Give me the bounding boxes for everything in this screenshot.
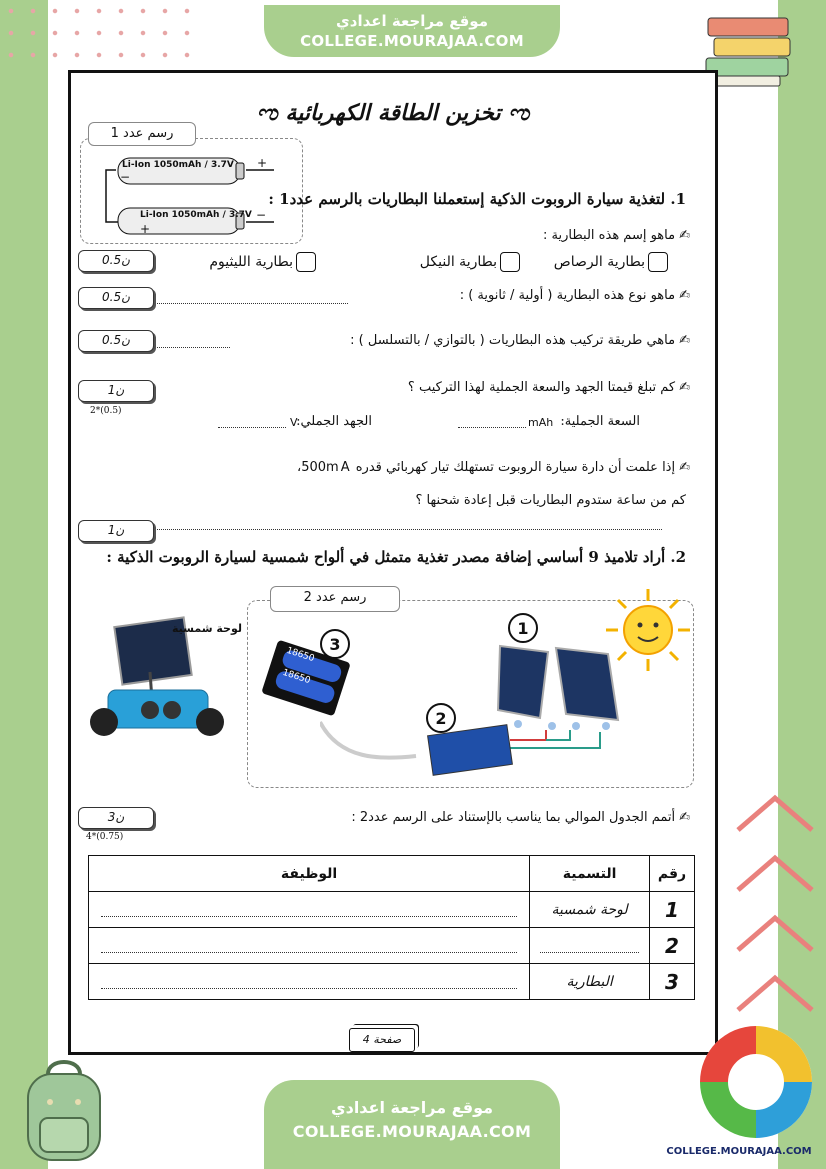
header-banner bbox=[264, 5, 560, 57]
figure1-label: رسم عدد 1 bbox=[88, 122, 196, 146]
q5-line1: ✍إذا علمت أن دارة سيارة الروبوت تستهلك تيار كهربائي قدره 500mA، bbox=[297, 460, 690, 475]
row1-name: لوحة شمسية bbox=[530, 892, 650, 928]
q2-text: ✍ماهو نوع هذه البطارية ( أولية / ثانوية ) : bbox=[459, 288, 690, 303]
answer-line-capacity[interactable] bbox=[458, 416, 526, 428]
pencil-icon: ✍ bbox=[679, 380, 690, 395]
q3-text: ✍ماهي طريقة تركيب هذه البطاريات ( بالتوازي / بالتسلسل ) : bbox=[350, 333, 690, 348]
figure2-label: رسم عدد 2 bbox=[270, 586, 400, 612]
row2-function-answer[interactable] bbox=[89, 928, 530, 964]
option-lithium[interactable]: بطارية الليثيوم bbox=[209, 252, 316, 272]
battery2-minus: − bbox=[256, 208, 267, 222]
section1-heading: 1. لتغذية سيارة الروبوت الذكية إستعملنا البطاريات بالرسم عدد1 : bbox=[268, 190, 686, 208]
q4-text: ✍كم تبلغ قيمتا الجهد والسعة الجملية لهذا التركيب ؟ bbox=[407, 380, 690, 395]
answer-line-q2[interactable] bbox=[128, 292, 348, 304]
component-number-3: 3 bbox=[320, 629, 350, 659]
q1-text: ✍ماهو إسم هذه البطارية : bbox=[543, 228, 690, 243]
capacity-unit: mAh bbox=[528, 416, 554, 429]
flourish-right-icon: ಌ bbox=[256, 100, 278, 126]
header-number: رقم bbox=[650, 856, 695, 892]
table-row bbox=[89, 892, 695, 928]
row2-name-answer[interactable] bbox=[530, 928, 650, 964]
battery2-plus: + bbox=[140, 222, 151, 236]
left-border-strip bbox=[0, 0, 48, 1169]
page-number-badge: صفحة 4 bbox=[349, 1028, 415, 1052]
mark-q4: 1ن bbox=[78, 380, 154, 402]
option-lead[interactable]: بطارية الرصاص bbox=[554, 252, 668, 272]
table-row bbox=[89, 928, 695, 964]
page-title: ಌ تخزين الطاقة الكهربائية ಌ bbox=[256, 100, 530, 126]
answer-line-q5[interactable] bbox=[128, 518, 662, 530]
table-row bbox=[89, 964, 695, 1000]
cell-label-2: 18650 bbox=[281, 667, 312, 687]
cell-label-1: 18650 bbox=[285, 645, 316, 665]
q6-text: ✍أتمم الجدول الموالي بما يناسب بالإستناد على الرسم عدد2 : bbox=[351, 810, 690, 825]
header-function: الوظيفة bbox=[89, 856, 530, 892]
sun-icon bbox=[602, 585, 694, 675]
flourish-left-icon: ಌ bbox=[508, 100, 530, 126]
wiring-diagram bbox=[320, 700, 620, 790]
mark-q5: 1ن bbox=[78, 520, 154, 542]
header-site-url[interactable]: COLLEGE.MOURAJAA.COM bbox=[300, 32, 524, 50]
backpack-icon bbox=[14, 1056, 114, 1164]
pencil-icon: ✍ bbox=[679, 288, 690, 303]
components-table bbox=[88, 855, 695, 1000]
pencil-icon: ✍ bbox=[679, 333, 690, 348]
footer-site-name: موقع مراجعة اعدادي bbox=[330, 1098, 494, 1117]
section2-heading: 2. أراد تلاميذ 9 أساسي إضافة مصدر تغذية متمثل في ألواح شمسية لسيارة الروبوت الذكية : bbox=[106, 548, 686, 566]
mark-q6-note: 4*(0.75) bbox=[86, 832, 124, 842]
capacity-label: السعة الجملية: bbox=[560, 414, 640, 429]
voltage-unit: V bbox=[290, 416, 298, 429]
row3-function-answer[interactable] bbox=[89, 964, 530, 1000]
battery1-plus: + bbox=[257, 156, 268, 170]
option-nickel[interactable]: بطارية النيكل bbox=[420, 252, 520, 272]
mark-q4-note: 2*(0.5) bbox=[90, 406, 122, 416]
robot-solar-label: لوحة شمسية bbox=[172, 622, 243, 635]
component-number-2: 2 bbox=[426, 703, 456, 733]
decor-dots bbox=[0, 0, 200, 60]
footer-banner bbox=[264, 1080, 560, 1169]
q5-line2: كم من ساعة ستدوم البطاريات قبل إعادة شحنها ؟ bbox=[415, 493, 686, 508]
row3-number: 3 bbox=[650, 964, 695, 1000]
battery1-minus: − bbox=[120, 170, 131, 184]
checkbox-lithium[interactable] bbox=[296, 252, 316, 272]
chevron-decoration-icon bbox=[732, 790, 818, 1030]
footer-site-url[interactable]: COLLEGE.MOURAJAA.COM bbox=[292, 1122, 532, 1141]
mark-q3: 0.5ن bbox=[78, 330, 154, 352]
component-number-1: 1 bbox=[508, 613, 538, 643]
header-site-name: موقع مراجعة اعدادي bbox=[336, 12, 488, 30]
mark-q6: 3ن bbox=[78, 807, 154, 829]
battery2-label: Li-Ion 1050mAh / 3.7V bbox=[140, 210, 252, 220]
row2-number: 2 bbox=[650, 928, 695, 964]
answer-line-voltage[interactable] bbox=[218, 416, 286, 428]
battery1-label: Li-Ion 1050mAh / 3.7V bbox=[122, 160, 234, 170]
pencil-icon: ✍ bbox=[679, 810, 690, 825]
row3-name: البطارية bbox=[530, 964, 650, 1000]
pencil-icon: ✍ bbox=[679, 460, 690, 475]
mark-q1: 0.5ن bbox=[78, 250, 154, 272]
checkbox-lead[interactable] bbox=[648, 252, 668, 272]
mark-q2: 0.5ن bbox=[78, 287, 154, 309]
voltage-label: الجهد الجملي: bbox=[296, 414, 372, 429]
pencil-icon: ✍ bbox=[679, 228, 690, 243]
logo-url-label: COLLEGE.MOURAJAA.COM bbox=[666, 1146, 812, 1157]
checkbox-nickel[interactable] bbox=[500, 252, 520, 272]
table-header-row bbox=[89, 856, 695, 892]
college-logo-icon bbox=[694, 1022, 818, 1142]
row1-number: 1 bbox=[650, 892, 695, 928]
header-name: التسمية bbox=[530, 856, 650, 892]
row1-function-answer[interactable] bbox=[89, 892, 530, 928]
